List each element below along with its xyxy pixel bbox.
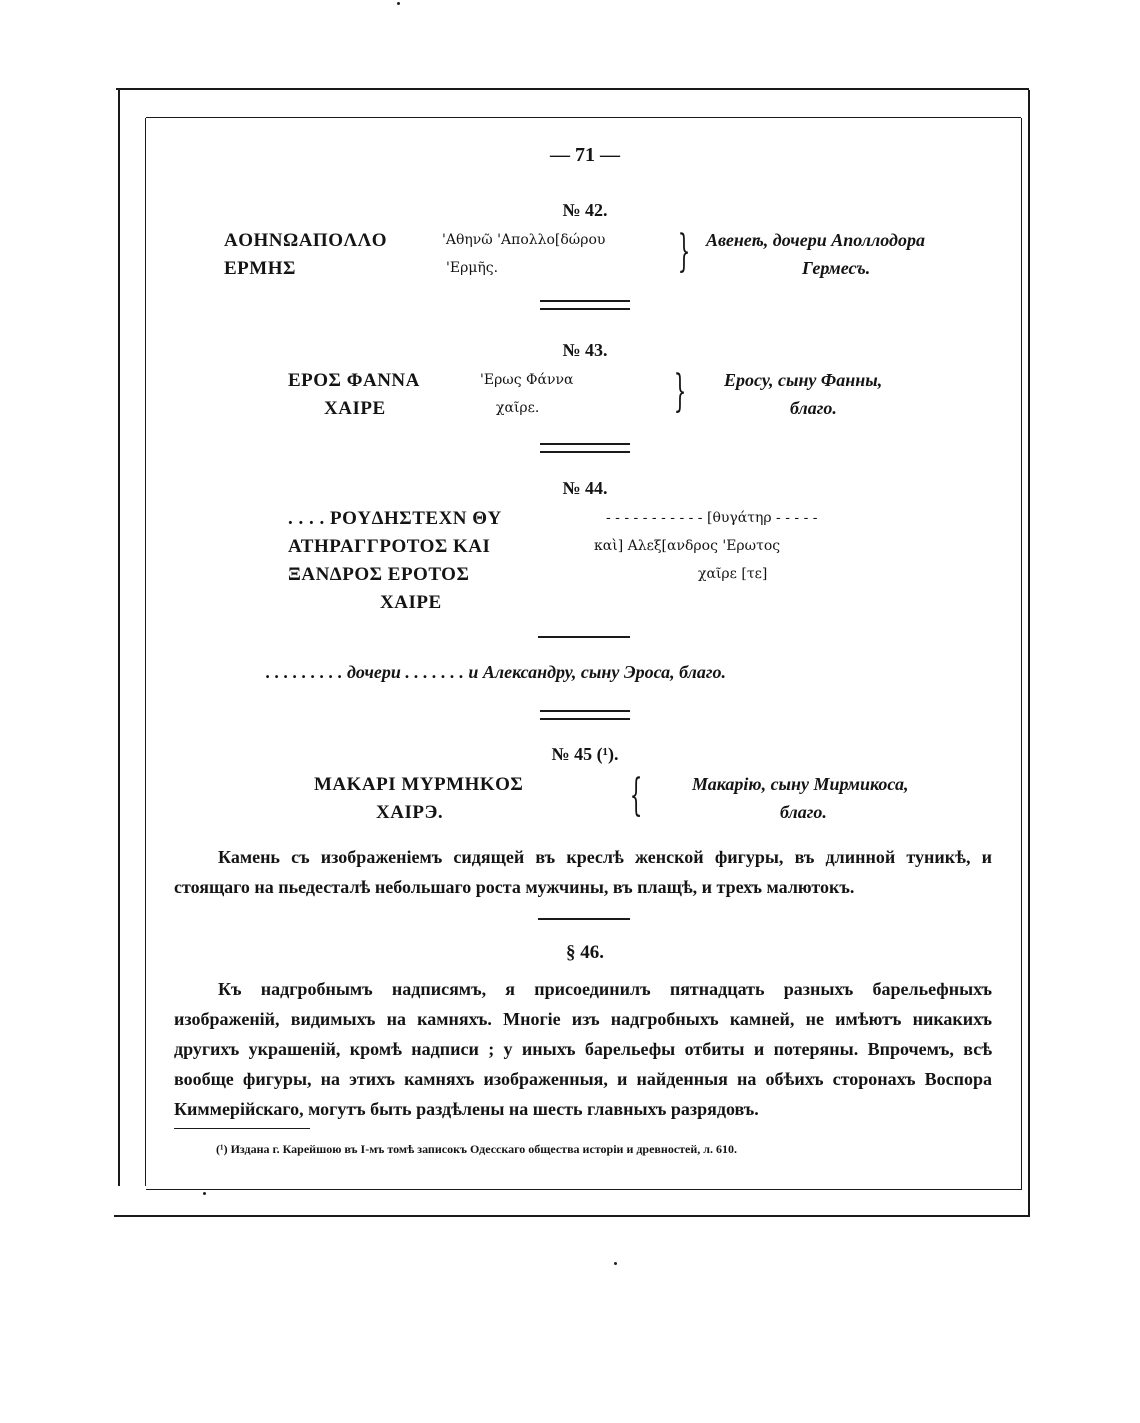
frame-left-inner	[145, 118, 146, 1186]
entry-43-greek-line-1: 'Eρως Φάννα	[480, 372, 574, 388]
frame-top-inner	[146, 117, 1021, 118]
entry-44-original-line-2: ATHPAΓΓPOTOΣ KAI	[288, 536, 491, 557]
entry-43-brace-icon: }	[673, 366, 687, 417]
scan-speck	[397, 2, 400, 5]
entry-45-original-line-1: MAKAPI MYPMHKOΣ	[314, 774, 524, 795]
entry-42-original-line-2: EPMHΣ	[224, 258, 296, 279]
entry-44-russian-line: . . . . . . . . . дочери . . . . . . . и Александру, сыну Эроса, благо.	[266, 662, 727, 682]
entry-43-original-line-1: EPOΣ ΦANNA	[288, 370, 420, 391]
divider-double	[540, 710, 630, 720]
frame-bottom-outer	[114, 1215, 1030, 1217]
divider-single	[538, 636, 630, 638]
entry-45-original-line-2: XAIPЭ.	[376, 802, 444, 823]
section-text: Къ надгробнымъ надписямъ, я присоединилъ пятнадцать разныхъ барельефныхъ изображеній, видимыхъ на камняхъ. Многіе изъ надгробныхъ камней, не имѣютъ никакихъ другихъ украшеній, кромѣ надписи ; у иныхъ барельефы отбиты и потеряны. Впрочемъ, всѣ вообще фигуры, на этихъ камняхъ изображенныя, и найденныя на обѣихъ сторонахъ Воспора Киммерійскаго, могутъ быть раздѣлены на шесть главныхъ разрядовъ.	[174, 979, 992, 1119]
entry-44-number: № 44.	[562, 478, 608, 498]
entry-45-description: Камень съ изображеніемъ сидящей въ креслѣ женской фигуры, въ длинной туникѣ, и стоящаго на пьедесталѣ небольшаго роста мужчины, въ плащѣ, и трехъ малютокъ.	[174, 847, 992, 897]
entry-42-original-line-1: AOHNΩAΠOΛΛO	[224, 230, 388, 251]
entry-44-original-line-4: XAIPE	[380, 592, 442, 613]
entry-44-greek-line-3: χαῖρε [τε]	[698, 566, 768, 582]
entry-43-greek-line-2: χαῖρε.	[496, 400, 540, 416]
entry-42-brace-icon: }	[677, 226, 691, 277]
entry-45-brace-icon: {	[629, 770, 643, 821]
divider-double	[540, 300, 630, 310]
frame-bottom-inner	[146, 1189, 1022, 1190]
entry-43-number: № 43.	[562, 340, 608, 360]
entry-45-russian-line-2: благо.	[780, 802, 827, 822]
entry-43-original-line-2: XAIPE	[324, 398, 386, 419]
divider-single	[538, 918, 630, 920]
entry-44-original-line-3: ΞANΔPOΣ EPOTOΣ	[288, 564, 470, 585]
entry-44-greek-line-1: - - - - - - - - - - - [θυγάτηρ - - - - -	[606, 510, 818, 526]
entry-42-greek-line-1: 'Aθηνῶ 'Aπολλο[δώρου	[442, 232, 606, 248]
entry-44-greek-line-2: καὶ] Aλεξ[ανδρος 'Eρωτος	[594, 538, 781, 554]
entry-43-russian-line-2: благо.	[790, 398, 837, 418]
frame-right-inner	[1021, 118, 1022, 1190]
footnote: (¹) Издана г. Карейшою въ I-мъ томѣ записокъ Одесскаго общества исторіи и древностей, л. 610.	[216, 1142, 738, 1156]
entry-42-greek-line-2: 'Eρμῆς.	[446, 260, 499, 276]
footnote-rule	[174, 1128, 310, 1129]
entry-42-russian-line-2: Гермесъ.	[802, 258, 871, 278]
entry-42-number: № 42.	[562, 200, 608, 220]
scan-speck	[203, 1192, 206, 1195]
scan-speck	[614, 1262, 617, 1265]
section-title: § 46.	[566, 942, 604, 963]
entry-45-number: № 45 (¹).	[551, 744, 619, 764]
entry-42-russian-line-1: Авенеѣ, дочери Аполлодора	[706, 230, 925, 250]
entry-43-russian-line-1: Еросу, сыну Фанны,	[724, 370, 883, 390]
page-number: — 71 —	[550, 144, 620, 166]
entry-45-russian-line-1: Макарію, сыну Мирмикоса,	[692, 774, 909, 794]
frame-left-outer	[118, 90, 120, 1186]
divider-double	[540, 443, 630, 453]
frame-right-outer	[1028, 90, 1030, 1216]
entry-44-original-line-1: . . . . POYΔHΣTEXN ΘY	[288, 508, 502, 529]
frame-top-outer	[116, 88, 1029, 90]
